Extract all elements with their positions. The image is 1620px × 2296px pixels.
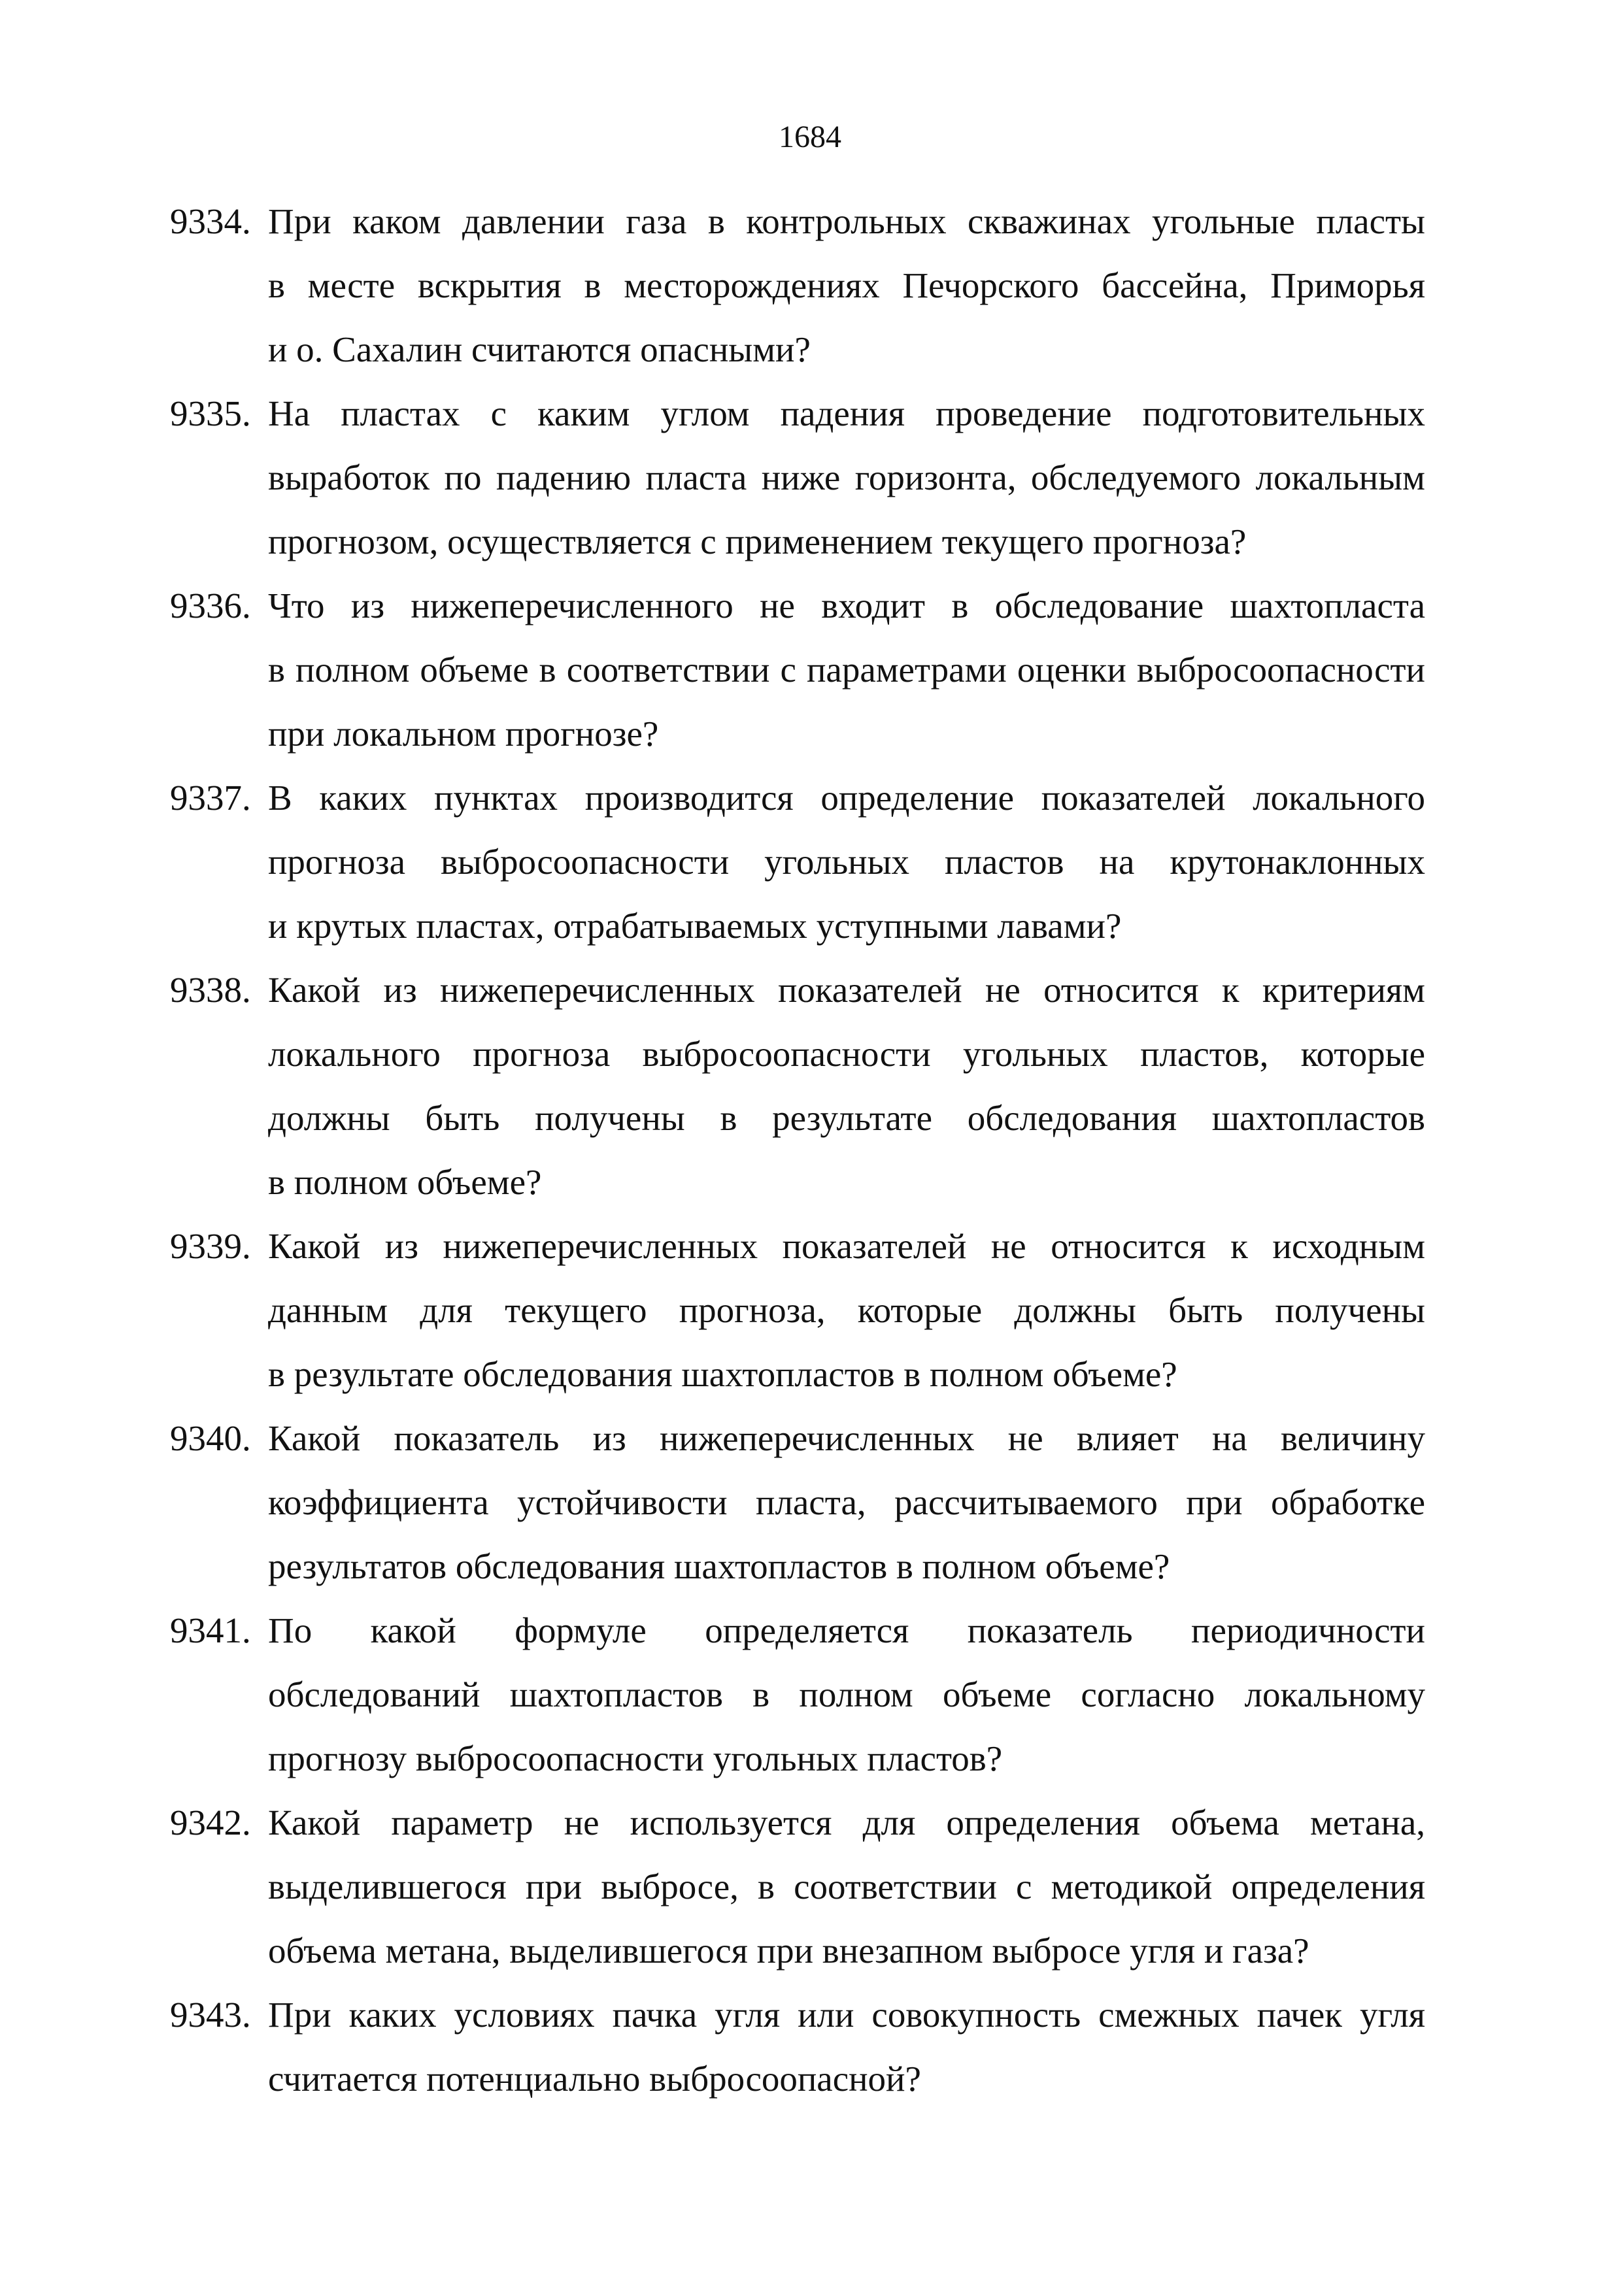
question-text-line: в полном объеме? [268,1162,542,1202]
question-text-line: Какой показатель из нижеперечисленных не влияет на величину [268,1418,1425,1458]
question-text-line: обследований шахтопластов в полном объеме согласно локальному [268,1674,1425,1714]
question-text-line: Что из нижеперечисленного не входит в обследование шахтопласта [268,586,1425,625]
question-text-line: выделившегося при выбросе, в соответствии с методикой определения [268,1867,1425,1906]
question-number: 9339. [170,1226,251,1266]
question-text-line: При каких условиях пачка угля или совокупность смежных пачек угля [268,1995,1425,2035]
question-text-line: прогноза выбросоопасности угольных пластов на крутонаклонных [268,842,1425,882]
question-item [170,1214,1425,1406]
question-number: 9343. [170,1995,251,2035]
question-text-line: В каких пунктах производится определение показателей локального [268,778,1425,818]
question-text-line: прогнозу выбросоопасности угольных пластов? [268,1739,1003,1778]
question-text-line: считается потенциально выбросоопасной? [268,2059,921,2099]
question-item [170,1599,1425,1791]
question-item [170,382,1425,574]
question-text-line: в полном объеме в соответствии с параметрами оценки выбросоопасности [268,650,1425,690]
question-item [170,766,1425,958]
question-text-line: должны быть получены в результате обследования шахтопластов [268,1098,1425,1138]
question-text-line: локального прогноза выбросоопасности угольных пластов, которые [268,1034,1425,1074]
question-number: 9335. [170,393,251,433]
question-text-line: и крутых пластах, отрабатываемых уступными лавами? [268,906,1122,946]
question-text-line: выработок по падению пласта ниже горизонта, обследуемого локальным [268,458,1425,497]
question-number: 9336. [170,586,251,625]
question-number: 9342. [170,1803,251,1842]
question-text-line: По какой формуле определяется показатель периодичности [268,1610,1425,1650]
question-list [170,190,1425,2111]
question-text-line: в месте вскрытия в месторождениях Печорского бассейна, Приморья [268,265,1425,305]
question-text-line: данным для текущего прогноза, которые должны быть получены [268,1290,1425,1330]
question-text-line: результатов обследования шахтопластов в полном объеме? [268,1546,1170,1586]
question-text-line: и о. Сахалин считаются опасными? [268,329,811,369]
question-text-line: При каком давлении газа в контрольных скважинах угольные пласты [268,201,1425,241]
question-text-line: прогнозом, осуществляется с применением текущего прогноза? [268,522,1247,561]
question-number: 9338. [170,970,251,1010]
question-item [170,1406,1425,1599]
question-text-line: в результате обследования шахтопластов в полном объеме? [268,1354,1177,1394]
question-item [170,574,1425,766]
question-text-line: при локальном прогнозе? [268,714,659,754]
question-number: 9340. [170,1418,251,1458]
question-text-line: коэффициента устойчивости пласта, рассчитываемого при обработке [268,1482,1425,1522]
question-number: 9334. [170,201,251,241]
question-text-line: На пластах с каким углом падения проведение подготовительных [268,393,1425,433]
page-number: 1684 [779,120,841,154]
question-number: 9337. [170,778,251,818]
question-text-line: Какой параметр не используется для определения объема метана, [268,1803,1425,1842]
question-text-line: Какой из нижеперечисленных показателей не относится к исходным [268,1226,1425,1266]
question-item [170,1791,1425,1983]
question-number: 9341. [170,1610,251,1650]
question-item [170,1983,1425,2111]
question-text-line: объема метана, выделившегося при внезапном выбросе угля и газа? [268,1931,1309,1971]
question-text-line: Какой из нижеперечисленных показателей не относится к критериям [268,970,1425,1010]
question-item [170,958,1425,1214]
question-item [170,190,1425,382]
